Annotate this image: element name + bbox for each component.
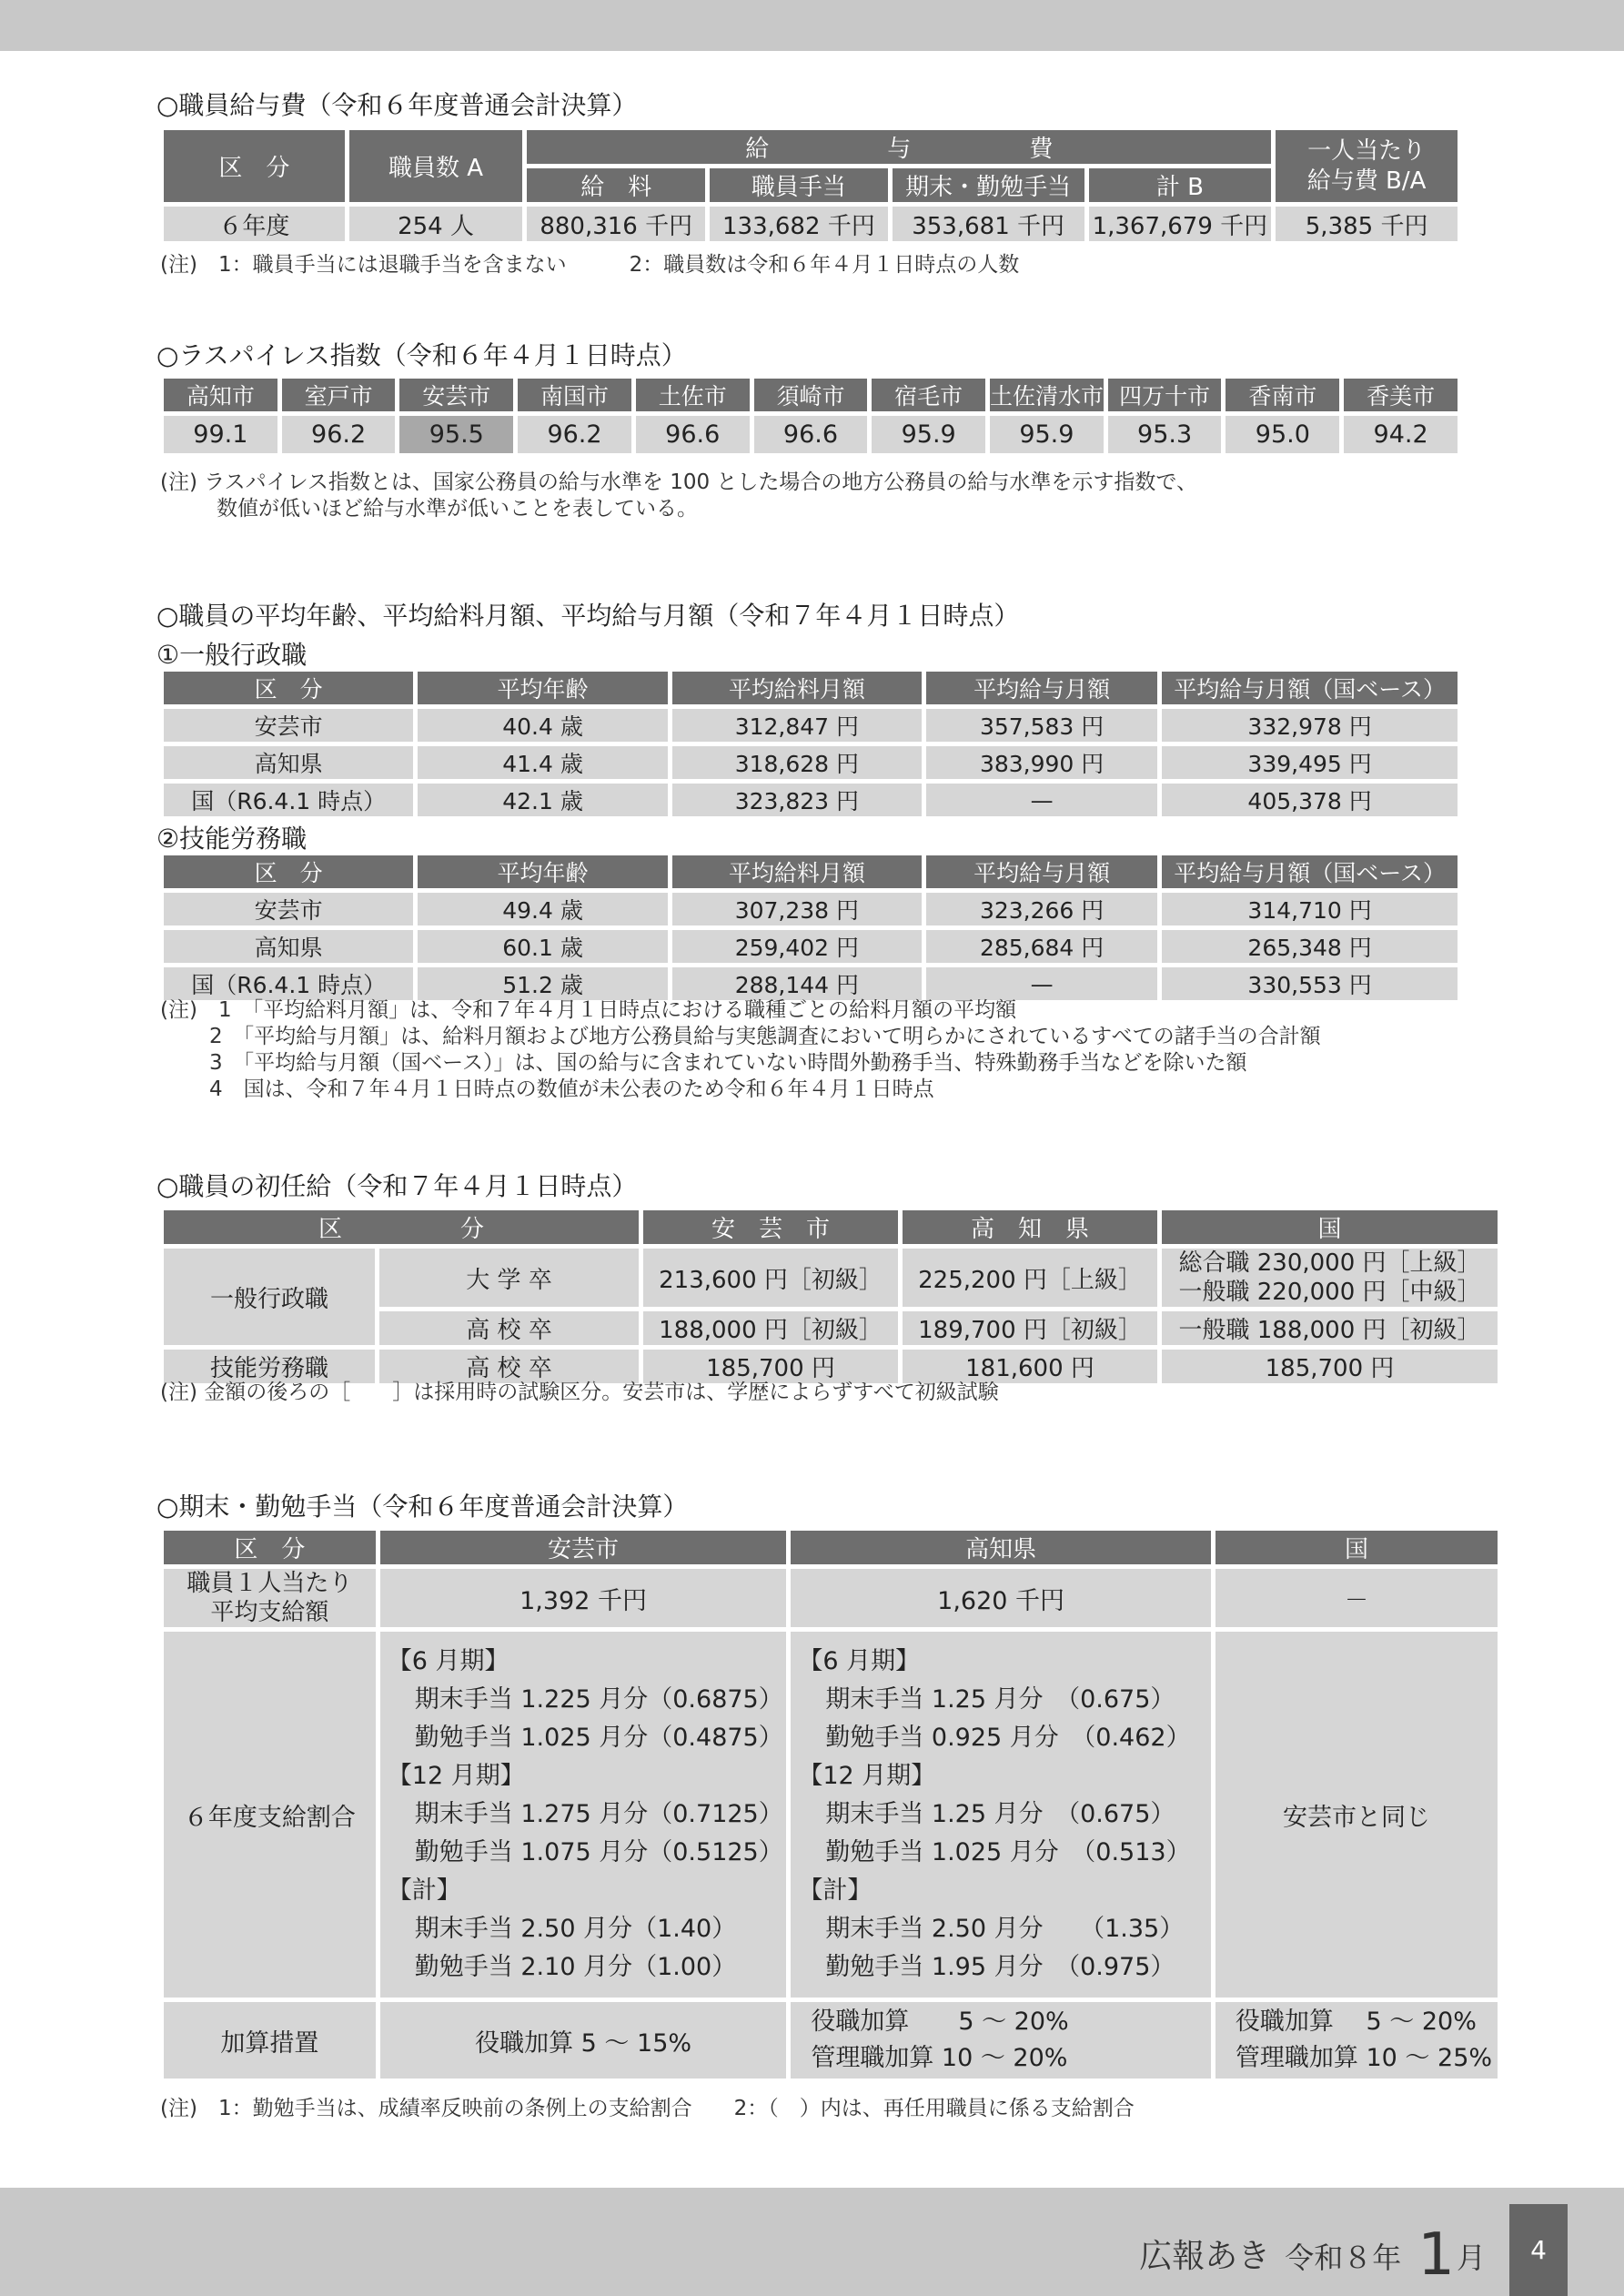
bonus-header-category: 区 分: [164, 1531, 376, 1564]
starting-header-category: 区 分: [164, 1210, 639, 1244]
avg-header: 平均給与月額: [926, 855, 1157, 888]
avg-cell: 安芸市: [164, 709, 413, 742]
starting-labor-kochi: 181,600 円: [903, 1350, 1157, 1383]
laspeyres-note-line: (注) ラスパイレス指数とは、国家公務員の給与水準を 100 とした場合の地方公務員の給与水準を示す指数で、: [160, 470, 1197, 494]
salary-cell-allowance: 133,682 千円: [710, 207, 888, 241]
avg-header: 平均年齢: [418, 855, 667, 888]
bonus-ratio-aki-line: 勤勉手当 1.075 月分（0.5125）: [414, 1838, 783, 1866]
publication-name: 広報あき: [1139, 2238, 1271, 2275]
average-note-line: (注) 1 「平均給料月額」は、令和７年４月１日時点における職種ごとの給料月額の平均額: [160, 998, 1017, 1022]
avg-cell: 323,823 円: [672, 784, 922, 816]
laspeyres-city: 香南市: [1226, 379, 1339, 411]
publication-month: 1: [1417, 2221, 1455, 2289]
laspeyres-value: 96.2: [282, 416, 396, 453]
laspeyres-city: 高知市: [164, 379, 277, 411]
avg-cell: 265,348 円: [1162, 930, 1458, 963]
avg-cell: 357,583 円: [926, 709, 1157, 742]
bonus-section-title: ○期末・勤勉手当（令和６年度普通会計決算）: [156, 1492, 689, 1522]
starting-header-kochi: 高 知 県: [903, 1210, 1157, 1244]
average-note-line: 2 「平均給与月額」は、給料月額および地方公務員給与実態調査において明らかにされているすべての諸手当の合計額: [209, 1025, 1321, 1048]
bonus-ratio-kochi-line: 勤勉手当 1.025 月分 （0.513）: [825, 1838, 1191, 1866]
avg-cell: 国（R6.4.1 時点）: [164, 967, 413, 1000]
avg-header: 平均給料月額: [672, 672, 922, 704]
top-band: [0, 0, 1624, 51]
bonus-ratio-kochi-line: 【12 月期】: [798, 1762, 936, 1790]
salary-header-base: 給 料: [527, 168, 705, 202]
avg-cell: 40.4 歳: [418, 709, 667, 742]
bonus-ratio-kochi: [791, 1632, 1211, 1998]
bonus-note: (注) 1：勤勉手当は、成績率反映前の条例上の支給割合 2：（ ）内は、再任用職員に係る支給割合: [160, 2097, 1135, 2120]
avg-cell: 318,628 円: [672, 746, 922, 779]
laspeyres-value: 96.6: [636, 416, 750, 453]
salary-cell-bonus: 353,681 千円: [893, 207, 1084, 241]
bonus-avg-kochi: 1,620 千円: [791, 1569, 1211, 1627]
bonus-ratio-aki-line: 期末手当 2.50 月分（1.40）: [414, 1915, 737, 1943]
bonus-ratio-kochi-line: 【計】: [798, 1876, 873, 1905]
laspeyres-city: 四万十市: [1108, 379, 1222, 411]
avg-header: 区 分: [164, 672, 413, 704]
laspeyres-value: 96.6: [754, 416, 868, 453]
salary-cell-per-capita: 5,385 千円: [1276, 207, 1458, 241]
salary-note: (注) 1：職員手当には退職手当を含まない 2：職員数は令和６年４月１日時点の人数: [160, 253, 1020, 277]
bonus-add-nation: [1215, 2002, 1498, 2079]
laspeyres-value: 95.9: [990, 416, 1104, 453]
bonus-ratio-kochi-line: 勤勉手当 1.95 月分 （0.975）: [825, 1953, 1175, 1981]
bonus-ratio-aki-line: 期末手当 1.225 月分（0.6875）: [414, 1685, 783, 1714]
bonus-add-kochi: [791, 2002, 1211, 2079]
bonus-ratio-aki-line: 期末手当 1.275 月分（0.7125）: [414, 1800, 783, 1828]
avg-cell: 49.4 歳: [418, 893, 667, 925]
avg-header: 平均給与月額（国ベース）: [1162, 672, 1458, 704]
avg-cell: 330,553 円: [1162, 967, 1458, 1000]
avg-cell: 288,144 円: [672, 967, 922, 1000]
bonus-ratio-kochi-line: 勤勉手当 0.925 月分 （0.462）: [825, 1724, 1191, 1752]
starting-labor-label: 技能労務職: [164, 1350, 375, 1383]
laspeyres-city: 宿毛市: [872, 379, 985, 411]
labor-subtitle: ②技能労務職: [156, 824, 308, 854]
salary-header-staff: 職員数 A: [349, 130, 523, 202]
bonus-ratio-nation: 安芸市と同じ: [1215, 1632, 1498, 1998]
avg-cell: 339,495 円: [1162, 746, 1458, 779]
bonus-ratio-label: ６年度支給割合: [164, 1632, 376, 1998]
salary-table: [159, 126, 1462, 246]
salary-header-category: 区 分: [164, 130, 345, 202]
starting-high-nation: 一般職 188,000 円［初級］: [1162, 1311, 1498, 1345]
laspeyres-value: 96.2: [518, 416, 631, 453]
avg-cell: 307,238 円: [672, 893, 922, 925]
publication-month-unit: 月: [1456, 2240, 1486, 2275]
salary-cell-base: 880,316 千円: [527, 207, 705, 241]
salary-cell-total: 1,367,679 千円: [1089, 207, 1272, 241]
starting-high-kochi: 189,700 円［初級］: [903, 1311, 1157, 1345]
laspeyres-value: 95.3: [1108, 416, 1222, 453]
bonus-table: [159, 1526, 1502, 2083]
bonus-header-aki: 安芸市: [380, 1531, 787, 1564]
salary-header-bonus: 期末・勤勉手当: [893, 168, 1084, 202]
bonus-add-kochi-line: 役職加算 5 ～ 20%: [811, 2008, 1069, 2036]
starting-header-nation: 国: [1162, 1210, 1498, 1244]
bonus-avg-nation: －: [1215, 1569, 1498, 1627]
salary-section-title: ○職員給与費（令和６年度普通会計決算）: [156, 90, 638, 120]
avg-cell: 高知県: [164, 930, 413, 963]
avg-cell: —: [926, 967, 1157, 1000]
starting-univ-nation: [1162, 1249, 1498, 1307]
starting-section-title: ○職員の初任給（令和７年４月１日時点）: [156, 1171, 638, 1201]
general-average-table: [159, 667, 1462, 821]
avg-cell: 42.1 歳: [418, 784, 667, 816]
bonus-avg-label-line: 職員１人当たり: [187, 1570, 353, 1597]
laspeyres-city: 土佐市: [636, 379, 750, 411]
bonus-ratio-kochi-line: 期末手当 1.25 月分 （0.675）: [825, 1800, 1175, 1828]
laspeyres-note: [160, 470, 1197, 522]
avg-cell: 60.1 歳: [418, 930, 667, 963]
footer-masthead: [1139, 2202, 1486, 2289]
avg-header: 平均給料月額: [672, 855, 922, 888]
laspeyres-city: 南国市: [518, 379, 631, 411]
starting-labor-nation: 185,700 円: [1162, 1350, 1498, 1383]
bonus-ratio-kochi-line: 【6 月期】: [798, 1647, 921, 1675]
starting-univ-nation-line: 一般職 220,000 円［中級］: [1178, 1279, 1481, 1306]
laspeyres-section-title: ○ラスパイレス指数（令和６年４月１日時点）: [156, 340, 687, 370]
bonus-ratio-aki-line: 勤勉手当 2.10 月分（1.00）: [414, 1953, 737, 1981]
average-notes: [160, 997, 1321, 1103]
starting-general-label: 一般行政職: [164, 1249, 375, 1345]
bonus-ratio-aki-line: 勤勉手当 1.025 月分（0.4875）: [414, 1724, 783, 1752]
starting-univ-aki: 213,600 円［初級］: [643, 1249, 898, 1307]
salary-cell-staff: 254 人: [349, 207, 523, 241]
starting-high-aki: 188,000 円［初級］: [643, 1311, 898, 1345]
laspeyres-city: 安芸市: [399, 379, 513, 411]
average-note-line: 4 国は、令和７年４月１日時点の数値が未公表のため令和６年４月１日時点: [209, 1077, 934, 1101]
salary-header-group: 給 与 費: [527, 130, 1271, 164]
laspeyres-value: 99.1: [164, 416, 277, 453]
starting-univ-label: 大 学 卒: [379, 1249, 639, 1307]
starting-salary-table: [159, 1206, 1502, 1388]
avg-cell: 312,847 円: [672, 709, 922, 742]
bonus-avg-label: [164, 1569, 376, 1627]
laspeyres-value: 94.2: [1344, 416, 1458, 453]
salary-header-total: 計 B: [1089, 168, 1272, 202]
bonus-ratio-aki: [380, 1632, 787, 1998]
page-number: 4: [1509, 2204, 1568, 2296]
bonus-add-kochi-line: 管理職加算 10 ～ 20%: [811, 2044, 1068, 2072]
labor-average-table: [159, 851, 1462, 1005]
publication-era: 令和８年: [1285, 2240, 1402, 2275]
avg-header: 平均給与月額: [926, 672, 1157, 704]
avg-cell: 332,978 円: [1162, 709, 1458, 742]
avg-cell: 323,266 円: [926, 893, 1157, 925]
bonus-ratio-aki-line: 【12 月期】: [387, 1762, 525, 1790]
starting-univ-kochi: 225,200 円［上級］: [903, 1249, 1157, 1307]
salary-cell-year: ６年度: [164, 207, 345, 241]
bonus-add-label: 加算措置: [164, 2002, 376, 2079]
avg-cell: —: [926, 784, 1157, 816]
bonus-ratio-aki-line: 【6 月期】: [387, 1647, 509, 1675]
avg-cell: 51.2 歳: [418, 967, 667, 1000]
bonus-header-kochi: 高知県: [791, 1531, 1211, 1564]
starting-labor-aki: 185,700 円: [643, 1350, 898, 1383]
average-note-line: 3 「平均給与月額（国ベース）」は、国の給与に含まれていない時間外勤務手当、特殊勤務手当などを除いた額: [209, 1051, 1247, 1075]
laspeyres-table: [159, 374, 1462, 458]
bonus-add-nation-line: 管理職加算 10 ～ 25%: [1235, 2044, 1493, 2072]
bonus-header-nation: 国: [1215, 1531, 1498, 1564]
salary-header-allowance: 職員手当: [710, 168, 888, 202]
average-section-title: ○職員の平均年齢、平均給料月額、平均給与月額（令和７年４月１日時点）: [156, 601, 1020, 631]
bonus-avg-aki: 1,392 千円: [380, 1569, 787, 1627]
laspeyres-city: 土佐清水市: [990, 379, 1104, 411]
laspeyres-city: 須崎市: [754, 379, 868, 411]
avg-header: 区 分: [164, 855, 413, 888]
laspeyres-note-line: 数値が低いほど給与水準が低いことを表している。: [217, 497, 698, 521]
bonus-add-nation-line: 役職加算 5 ～ 20%: [1235, 2008, 1477, 2036]
starting-univ-nation-line: 総合職 230,000 円［上級］: [1178, 1249, 1481, 1277]
avg-cell: 国（R6.4.1 時点）: [164, 784, 413, 816]
general-subtitle: ①一般行政職: [156, 640, 308, 670]
avg-cell: 安芸市: [164, 893, 413, 925]
avg-cell: 383,990 円: [926, 746, 1157, 779]
bonus-add-aki: 役職加算 5 ～ 15%: [380, 2002, 787, 2079]
avg-cell: 285,684 円: [926, 930, 1157, 963]
avg-cell: 高知県: [164, 746, 413, 779]
avg-cell: 405,378 円: [1162, 784, 1458, 816]
bonus-ratio-kochi-line: 期末手当 2.50 月分 （1.35）: [825, 1915, 1185, 1943]
starting-labor-high-label: 高 校 卒: [379, 1350, 639, 1383]
bonus-ratio-kochi-line: 期末手当 1.25 月分 （0.675）: [825, 1685, 1175, 1714]
starting-note: (注) 金額の後ろの［ ］は採用時の試験区分。安芸市は、学歴によらずすべて初級試験: [160, 1381, 999, 1404]
starting-header-aki: 安 芸 市: [643, 1210, 898, 1244]
avg-cell: 259,402 円: [672, 930, 922, 963]
laspeyres-city: 室戸市: [282, 379, 396, 411]
avg-header: 平均年齢: [418, 672, 667, 704]
bonus-avg-label-line: 平均支給額: [210, 1599, 329, 1626]
avg-header: 平均給与月額（国ベース）: [1162, 855, 1458, 888]
laspeyres-city: 香美市: [1344, 379, 1458, 411]
avg-cell: 314,710 円: [1162, 893, 1458, 925]
avg-cell: 41.4 歳: [418, 746, 667, 779]
laspeyres-value-aki-highlight: 95.5: [399, 416, 513, 453]
bonus-ratio-aki-line: 【計】: [387, 1876, 461, 1905]
starting-high-label: 高 校 卒: [379, 1311, 639, 1345]
laspeyres-value: 95.0: [1226, 416, 1339, 453]
laspeyres-value: 95.9: [872, 416, 985, 453]
salary-header-per-capita: 一人当たり 給与費 B/A: [1276, 130, 1458, 202]
